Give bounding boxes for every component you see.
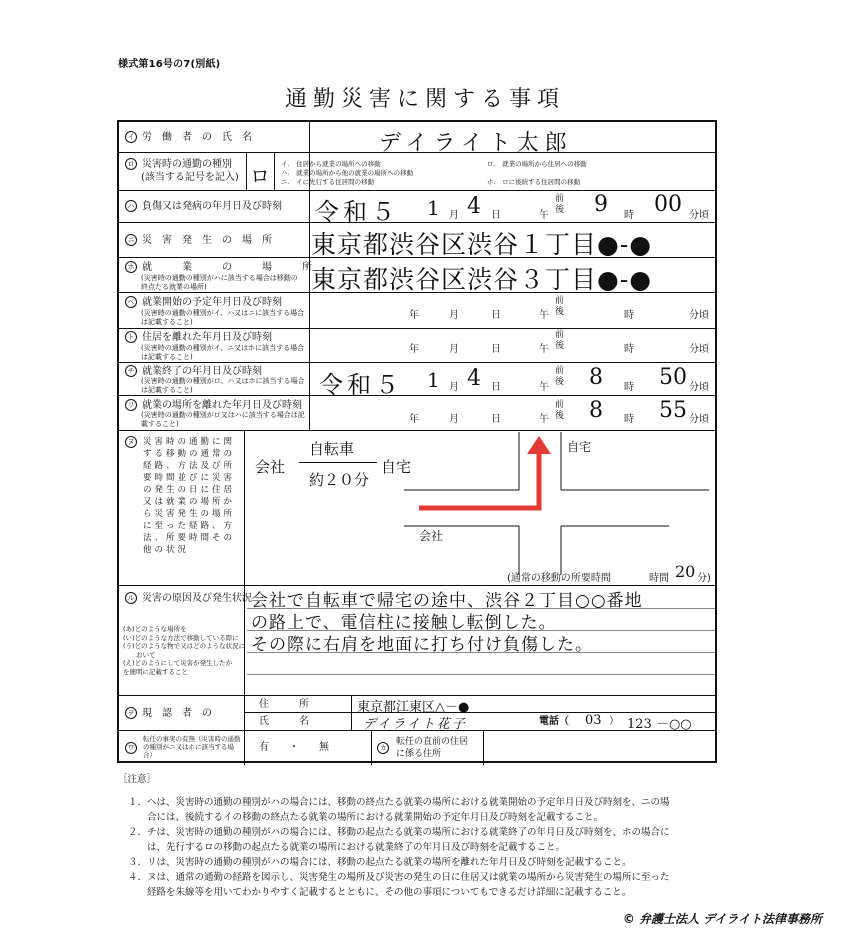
transfer-mark: ワ	[125, 742, 142, 755]
injury-day[interactable]: 4	[467, 194, 481, 219]
work-end-ampm: 前 後	[555, 366, 565, 387]
notes-heading: ［注意］	[118, 774, 157, 785]
witness-label: ヲ 現 認 者 の	[125, 707, 212, 720]
work-end-hour: 時	[624, 382, 634, 393]
cause-line-2[interactable]: の路上で、電信柱に接触し転倒した。	[251, 613, 557, 633]
witness-address-label: 住 所	[259, 699, 309, 710]
work-start-ampm-label: 午	[539, 310, 549, 321]
leave-work-hour: 時	[624, 414, 634, 425]
commute-option-i: イ. 住居から就業の場所への移動	[281, 160, 381, 168]
leave-home-label: ト 住居を離れた年月日及び時刻	[125, 331, 272, 344]
commute-type-value[interactable]: ロ	[250, 164, 270, 188]
leave-home-ampm-label: 午	[539, 344, 549, 355]
usual-time-value[interactable]: 20	[675, 562, 696, 581]
work-place-value[interactable]: 東京都渋谷区渋谷３丁目●-●	[311, 265, 653, 294]
usual-time-close: 分)	[697, 573, 711, 584]
commute-type-sublabel: (該当する記号を記入)	[141, 172, 239, 183]
transfer-options[interactable]: 有 ・ 無	[259, 742, 329, 753]
commute-option-ni: ニ. イに先行する住居間の移動	[281, 178, 375, 186]
injury-hour-unit: 時	[624, 210, 634, 221]
injury-ampm: 前 後	[555, 194, 565, 215]
leave-work-ampm-label: 午	[539, 414, 549, 425]
note-line: １．ヘは、災害時の通勤の種別がハの場合には、移動の終点たる就業の場所における就業開始の予定年月日及び時刻を、ニの場	[128, 797, 670, 808]
work-start-hour: 時	[624, 310, 634, 321]
cause-line-3[interactable]: その際に右肩を地面に打ち付け負傷した。	[251, 635, 593, 655]
note-line: ４．ヌは、通常の通勤の経路を図示し、災害発生の場所及び災害の発生の日に住居又は就業の場所から災害発生の場所に至った	[128, 872, 670, 883]
commute-option-ro: ロ. 就業の場所から住居への移動	[487, 160, 587, 168]
form-table	[117, 120, 717, 763]
usual-time-unit: 時間	[649, 573, 669, 584]
leave-work-label: リ 就業の場所を離れた年月日及び時刻	[125, 399, 302, 412]
leave-work-note: (災害時の通勤の種別がロ又はハに該当する場合は記載すること)	[141, 411, 305, 428]
form-title: 通勤災害に関する事項	[284, 87, 565, 112]
work-start-ampm: 前 後	[555, 296, 565, 317]
note-line: は、先行するロの移動の起点たる就業の場所における就業終了の年月日及び時刻を記載すること。	[128, 842, 566, 853]
map-home-label: 自宅	[567, 440, 592, 454]
work-end-day: 日	[491, 382, 501, 393]
commute-option-ha: ハ. 就業の場所から他の就業の場所への移動	[281, 169, 414, 177]
route-label: 災害時の通勤に関する移動の通常の経路、方法及び所要時間並びに災害の発生の日に住居又は就業の場所から災害発生の場所に至った経路、方法、所要時間その他の状況	[143, 437, 236, 555]
injury-minute-unit: 分頃	[689, 210, 709, 221]
injury-ampm-label: 午	[539, 210, 549, 221]
injury-minute[interactable]: 00	[654, 192, 682, 217]
work-end-minute: 分頃	[689, 382, 709, 393]
work-end-label: チ 就業終了の年月日及び時刻	[125, 365, 262, 378]
leave-work-day: 日	[491, 414, 501, 425]
leave-home-note: (災害時の通勤の種別がイ、ニ又はホに該当する場合は記載すること)	[141, 344, 305, 361]
injury-datetime-label: ハ 負傷又は発病の年月日及び時刻	[125, 200, 282, 213]
route-company[interactable]: 会社	[255, 458, 286, 476]
injury-era[interactable]: 令和５	[315, 198, 399, 226]
work-end-note: (災害時の通勤の種別がロ、ハ又はホに該当する場合は記載すること)	[141, 377, 305, 394]
work-end-minute-value[interactable]: 50	[659, 365, 687, 390]
note-line: 合には、後続するイの移動の終点たる就業の場所における就業開始の予定年月日及び時刻を記載すること。	[128, 812, 604, 823]
cause-line-1[interactable]: 会社で自転車で帰宅の途中、渋谷２丁目○○番地	[251, 591, 643, 611]
injury-hour[interactable]: 9	[594, 192, 608, 217]
witness-name[interactable]: デイライト花子	[363, 717, 467, 732]
route-method[interactable]: 自転車	[309, 440, 355, 458]
work-start-minute: 分頃	[689, 310, 709, 321]
work-start-day: 日	[491, 310, 501, 321]
witness-address[interactable]: 東京都江東区△－●	[357, 700, 470, 715]
work-place-note: (災害時の通勤の種別がハに該当する場合は移動の終点たる就業の場所)	[141, 274, 298, 291]
leave-work-minute-value[interactable]: 55	[659, 398, 687, 423]
witness-phone-paren: ）	[609, 716, 619, 727]
leave-home-day: 日	[491, 344, 501, 355]
commute-option-ho: ホ. ロに後続する住居間の移動	[487, 178, 581, 186]
worker-name-label: イ 労 働 者 の 氏 名	[125, 131, 252, 144]
leave-work-minute: 分頃	[689, 414, 709, 425]
work-end-hour-value[interactable]: 8	[589, 365, 603, 390]
work-start-month: 月	[449, 310, 459, 321]
work-end-ampm-label: 午	[539, 382, 549, 393]
route-mark: ヌ	[125, 436, 142, 449]
worker-name-value[interactable]: デイライト太郎	[379, 131, 573, 156]
work-end-day-value[interactable]: 4	[467, 366, 481, 391]
injury-month-unit: 月	[449, 210, 459, 221]
leave-home-hour: 時	[624, 344, 634, 355]
leave-work-year: 年	[409, 414, 419, 425]
leave-work-month: 月	[449, 414, 459, 425]
leave-home-minute: 分頃	[689, 344, 709, 355]
commute-type-label: ロ 災害時の通勤の種別	[125, 158, 232, 171]
transfer-label2: 転任の直前の住居に係る住所	[396, 737, 469, 759]
route-home[interactable]: 自宅	[381, 458, 412, 476]
route-arrow-head	[527, 436, 551, 454]
witness-name-label: 氏 名	[259, 716, 309, 727]
transfer-label: 転任の事実の有無（災害時の通勤の種別がニ又はホに該当する場合）	[143, 735, 241, 759]
work-start-year: 年	[409, 310, 419, 321]
injury-month[interactable]: 1	[427, 196, 440, 220]
route-line	[299, 462, 377, 463]
note-line: 経路を朱線等を用いてわかりやすく記載するとともに、その他の事項についてもできるだけ詳細に記載すること。	[128, 887, 632, 898]
form-number: 様式第16号の7(別紙)	[118, 59, 221, 70]
leave-work-hour-value[interactable]: 8	[589, 398, 603, 423]
work-place-label: ホ 就 業 の 場 所	[125, 261, 312, 274]
notes	[118, 772, 728, 900]
note-line: ３．リは、災害時の通勤の種別がハの場合には、移動の起点たる就業の場所を離れた年月日及び時刻を記載すること。	[128, 857, 632, 868]
work-start-label: ヘ 就業開始の予定年月日及び時刻	[125, 296, 282, 309]
injury-day-unit: 日	[491, 210, 501, 221]
work-start-note: (災害時の通勤の種別がイ、ハ又はニに該当する場合は記載すること)	[141, 309, 305, 326]
leave-home-year: 年	[409, 344, 419, 355]
note-line: ２．チは、災害時の通勤の種別がハの場合には、移動の起点たる就業の場所における就業終了の年月日及び時刻を、ホの場合に	[128, 827, 670, 838]
accident-place-label: ニ 災 害 発 生 の 場 所	[125, 234, 272, 247]
leave-home-month: 月	[449, 344, 459, 355]
leave-work-ampm: 前 後	[555, 400, 565, 421]
work-end-month: 月	[449, 382, 459, 393]
transfer-mark2: カ	[377, 742, 394, 755]
witness-phone-label: 電話（	[539, 716, 569, 727]
route-arrow-path	[419, 452, 539, 508]
work-end-era[interactable]: 令和５	[319, 371, 403, 399]
leave-home-ampm: 前 後	[555, 330, 565, 351]
copyright: © 弁護士法人 デイライト法律事務所	[622, 912, 822, 926]
cause-instructions: (あ)どのような場所を (い)どのような方法で移動している際に (う)どのような物で又はどのような状況に おいて (え)どのようにして災害が発生したか を簡明に記載すること	[123, 625, 246, 676]
witness-phone-area[interactable]: 03	[585, 713, 602, 728]
map-company-label: 会社	[419, 529, 444, 543]
work-end-month-value[interactable]: 1	[427, 368, 440, 392]
witness-phone-number[interactable]: 123 －○○	[627, 717, 692, 732]
usual-time-label: (通常の移動の所要時間	[507, 573, 611, 584]
route-duration[interactable]: 約２０分	[309, 471, 370, 489]
cause-label: ル 災害の原因及び発生状況	[125, 592, 252, 605]
accident-place-value[interactable]: 東京都渋谷区渋谷１丁目●-●	[311, 230, 653, 259]
route-map	[379, 430, 717, 585]
